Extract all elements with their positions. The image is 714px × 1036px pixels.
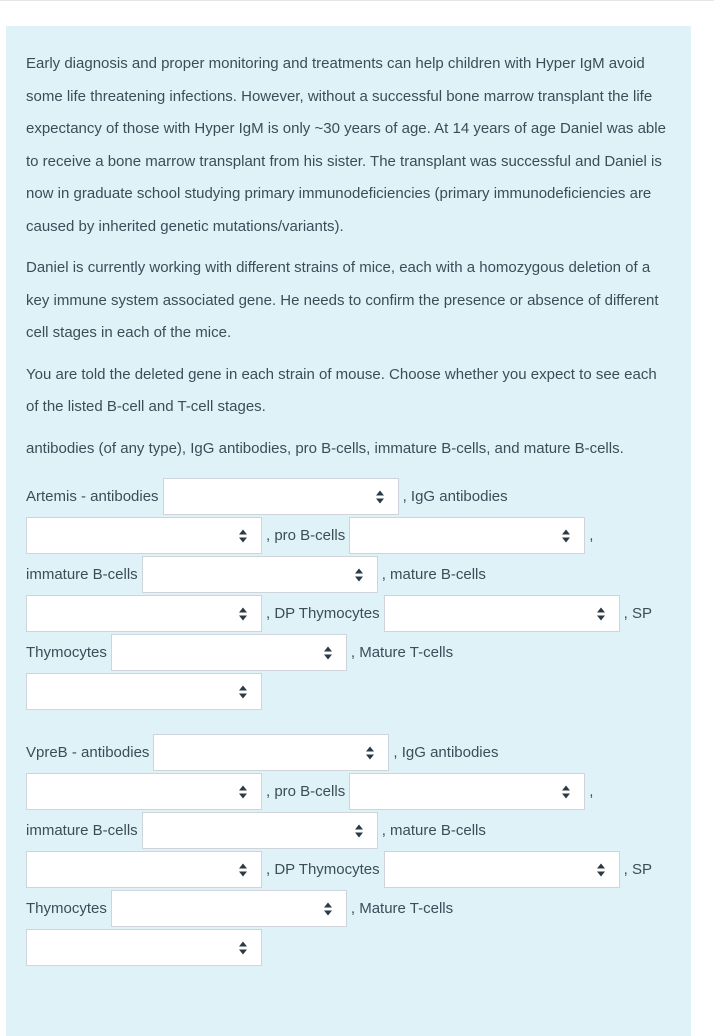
igg-label: , IgG antibodies [393,744,499,761]
up-down-chevron-icon [562,785,570,798]
up-down-chevron-icon [376,490,384,503]
mature-t-cells-select[interactable] [26,673,262,710]
gene-label: VpreB - antibodies [26,744,150,761]
question-vpreb [26,733,671,967]
gene-label: Artemis - antibodies [26,488,159,505]
question-line [26,733,671,772]
up-down-chevron-icon [366,746,374,759]
question-line [26,516,671,555]
intro-paragraph-3: You are told the deleted gene in each strain of mouse. Choose whether you expect to see each of the listed B-cell and T-cell stages. [26,365,657,415]
question-line [26,633,671,672]
immature-b-cells-select[interactable] [142,812,378,849]
antibodies-select[interactable] [153,734,389,771]
question-line [26,672,671,711]
question-artemis [26,477,671,711]
question-line [26,477,671,516]
up-down-chevron-icon [239,685,247,698]
up-down-chevron-icon [355,824,363,837]
immature-b-cells-select[interactable] [142,556,378,593]
up-down-chevron-icon [239,941,247,954]
thymocytes-label: Thymocytes [26,900,107,917]
mature-b-cells-select[interactable] [26,851,262,888]
dp-thymocytes-select[interactable] [384,595,620,632]
up-down-chevron-icon [324,646,332,659]
igg-antibodies-select[interactable] [26,773,262,810]
up-down-chevron-icon [324,902,332,915]
mature-b-cells-select[interactable] [26,595,262,632]
pro-b-cells-select[interactable] [349,773,585,810]
up-down-chevron-icon [239,607,247,620]
sp-label: , SP [623,605,653,622]
top-divider [0,0,714,3]
sp-thymocytes-select[interactable] [111,634,347,671]
pro-b-label: , pro B-cells [266,783,346,800]
intro-paragraph-1: Early diagnosis and proper monitoring and treatments can help children with Hyper IgM avoid some life threatening infections. However, without a successful bone marrow transplant the life expectancy of those with Hyper IgM is only ~30 years of age. At 14 years of age Daniel was able to receive a bone marrow transplant from his sister. The transplant was successful and Daniel is now in graduate school studying primary immunodeficiencies (primary immunodeficiencies are caused by inherited genetic mutations/variants). [26,55,666,235]
dp-thymocytes-select[interactable] [384,851,620,888]
comma-label: , [589,527,594,544]
up-down-chevron-icon [239,863,247,876]
intro-paragraph-4: antibodies (of any type), IgG antibodies, pro B-cells, immature B-cells, and mature B-cells. [26,439,624,457]
immature-b-label: immature B-cells [26,566,138,583]
dp-thymocytes-label: , DP Thymocytes [266,861,380,878]
igg-label: , IgG antibodies [402,488,508,505]
question-panel [6,26,691,1036]
igg-antibodies-select[interactable] [26,517,262,554]
intro-paragraph-2: Daniel is currently working with different strains of mice, each with a homozygous deletion of a key immune system associated gene. He needs to confirm the presence or absence of different cell stages in each of the mice. [26,259,659,341]
question-line [26,889,671,928]
block-spacer [26,711,671,733]
sp-label: , SP [623,861,653,878]
mature-b-label: , mature B-cells [381,566,486,583]
mature-t-label: , Mature T-cells [350,900,454,917]
question-line [26,772,671,811]
pro-b-cells-select[interactable] [349,517,585,554]
mature-t-label: , Mature T-cells [350,644,454,661]
up-down-chevron-icon [597,607,605,620]
mature-b-label: , mature B-cells [381,822,486,839]
up-down-chevron-icon [355,568,363,581]
up-down-chevron-icon [239,785,247,798]
sp-thymocytes-select[interactable] [111,890,347,927]
comma-label: , [589,783,594,800]
mature-t-cells-select[interactable] [26,929,262,966]
question-line [26,811,671,850]
pro-b-label: , pro B-cells [266,527,346,544]
immature-b-label: immature B-cells [26,822,138,839]
dp-thymocytes-label: , DP Thymocytes [266,605,380,622]
antibodies-select[interactable] [163,478,399,515]
up-down-chevron-icon [239,529,247,542]
question-line [26,928,671,967]
question-line [26,594,671,633]
thymocytes-label: Thymocytes [26,644,107,661]
question-line [26,850,671,889]
up-down-chevron-icon [562,529,570,542]
up-down-chevron-icon [597,863,605,876]
question-line [26,555,671,594]
